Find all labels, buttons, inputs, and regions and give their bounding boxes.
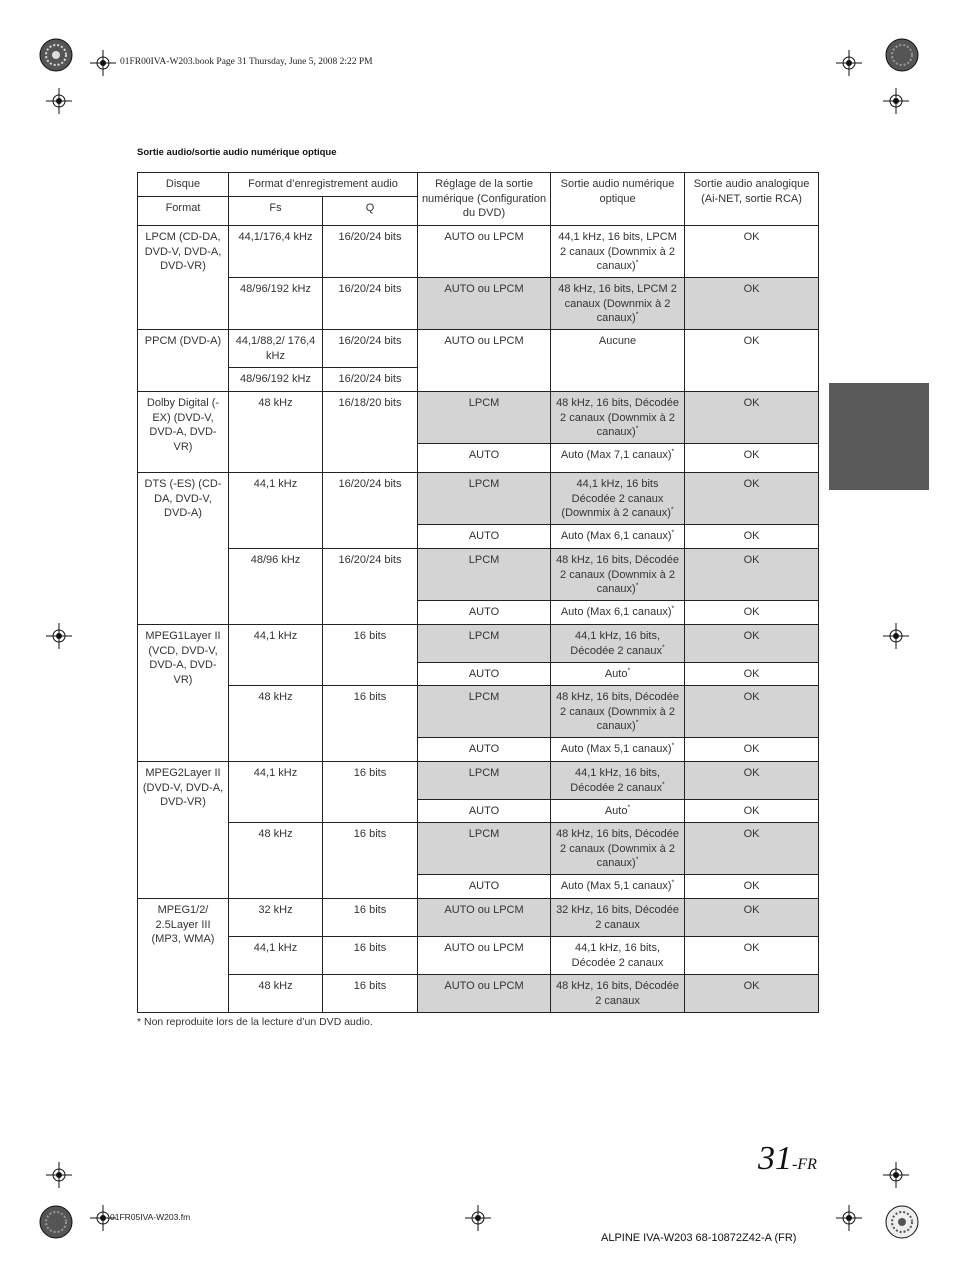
digital-output-cell: 48 kHz, 16 bits, Décodée 2 canaux: [551, 975, 685, 1013]
digital-output-text: 48 kHz, 16 bits, Décodée 2 canaux (Downmix à 2 canaux): [556, 554, 679, 595]
digital-output-cell: [551, 278, 685, 330]
digital-output-cell: [551, 686, 685, 738]
digital-output-text: Auto (Max 6,1 canaux): [560, 530, 672, 542]
format-cell: MPEG1/2/ 2.5Layer III (MP3, WMA): [138, 899, 229, 1013]
q-cell: 16 bits: [323, 823, 418, 899]
page-number: [758, 1140, 817, 1178]
setting-cell: AUTO ou LPCM: [418, 226, 551, 278]
analog-output-cell: OK: [685, 762, 819, 800]
digital-output-text: 48 kHz, 16 bits, Décodée 2 canaux (Downmix à 2 canaux): [556, 691, 679, 732]
format-cell: PPCM (DVD-A): [138, 330, 229, 392]
setting-cell: LPCM: [418, 473, 551, 525]
fs-cell: 48 kHz: [229, 975, 323, 1013]
setting-cell: AUTO: [418, 800, 551, 823]
fm-file-name: 01FR05IVA-W203.fm: [110, 1212, 191, 1222]
crosshair-icon: [883, 88, 909, 114]
digital-output-text: 48 kHz, 16 bits, Décodée 2 canaux (Downmix à 2 canaux): [556, 828, 679, 869]
q-cell: 16/20/24 bits: [323, 330, 418, 368]
footnote: * Non reproduite lors de la lecture d’un DVD audio.: [137, 1016, 373, 1028]
setting-cell: AUTO: [418, 875, 551, 899]
digital-output-cell: [551, 663, 685, 686]
digital-output-cell: [551, 525, 685, 549]
fs-cell: 48/96/192 kHz: [229, 278, 323, 330]
analog-output-cell: OK: [685, 738, 819, 762]
analog-output-cell: OK: [685, 663, 819, 686]
digital-output-cell: 44,1 kHz, 16 bits, Décodée 2 canaux: [551, 937, 685, 975]
crosshair-icon: [836, 1205, 862, 1231]
analog-output-cell: OK: [685, 800, 819, 823]
footnote-mark: *: [635, 311, 639, 319]
q-cell: 16/18/20 bits: [323, 392, 418, 473]
format-cell: MPEG2Layer II (DVD-V, DVD-A, DVD-VR): [138, 762, 229, 899]
analog-output-cell: OK: [685, 937, 819, 975]
footnote-mark: *: [670, 506, 674, 514]
crosshair-icon: [90, 50, 116, 76]
analog-output-cell: OK: [685, 625, 819, 663]
q-cell: 16/20/24 bits: [323, 226, 418, 278]
setting-cell: LPCM: [418, 823, 551, 875]
digital-output-text: 44,1 kHz, 16 bits, LPCM 2 canaux (Downmix à 2 canaux): [558, 231, 677, 272]
crosshair-icon: [465, 1205, 491, 1231]
footnote-mark: *: [635, 259, 639, 267]
digital-output-text: Auto (Max 5,1 canaux): [560, 743, 672, 755]
header-fs: Fs: [229, 197, 323, 226]
digital-output-cell: [551, 800, 685, 823]
model-footer: ALPINE IVA-W203 68-10872Z42-A (FR): [601, 1232, 797, 1244]
digital-output-text: 44,1 kHz, 16 bits Décodée 2 canaux (Downmix à 2 canaux): [561, 478, 671, 519]
footnote-mark: *: [627, 804, 631, 812]
crosshair-icon: [836, 50, 862, 76]
crosshair-icon: [883, 623, 909, 649]
page-number-value: 31: [758, 1140, 792, 1177]
analog-output-cell: OK: [685, 330, 819, 392]
digital-output-cell: [551, 625, 685, 663]
analog-output-cell: OK: [685, 823, 819, 875]
setting-cell: AUTO: [418, 444, 551, 473]
digital-output-cell: [551, 392, 685, 444]
digital-output-text: 44,1 kHz, 16 bits, Décodée 2 canaux: [570, 630, 663, 657]
analog-output-cell: OK: [685, 899, 819, 937]
registration-rosette-icon: [885, 38, 919, 72]
analog-output-cell: OK: [685, 226, 819, 278]
q-cell: 16 bits: [323, 762, 418, 823]
section-tab: [829, 383, 929, 490]
setting-cell: LPCM: [418, 686, 551, 738]
q-cell: 16/20/24 bits: [323, 278, 418, 330]
fs-cell: 44,1/176,4 kHz: [229, 226, 323, 278]
footnote-mark: *: [671, 605, 675, 613]
footnote-mark: *: [627, 667, 631, 675]
analog-output-cell: OK: [685, 549, 819, 601]
crosshair-icon: [90, 1205, 116, 1231]
crosshair-icon: [46, 1162, 72, 1188]
q-cell: 16/20/24 bits: [323, 473, 418, 549]
header-q: Q: [323, 197, 418, 226]
q-cell: 16 bits: [323, 686, 418, 762]
footnote-mark: *: [635, 856, 639, 864]
analog-output-cell: OK: [685, 473, 819, 525]
page-suffix: -FR: [792, 1156, 817, 1173]
setting-cell: AUTO: [418, 663, 551, 686]
footnote-mark: *: [671, 448, 675, 456]
format-cell: DTS (-ES) (CD-DA, DVD-V, DVD-A): [138, 473, 229, 625]
header-format-enregistrement: Format d’enregistrement audio: [229, 173, 418, 197]
q-cell: 16 bits: [323, 937, 418, 975]
q-cell: 16 bits: [323, 625, 418, 686]
registration-rosette-icon: [39, 38, 73, 72]
digital-output-text: Auto: [604, 805, 628, 817]
crosshair-icon: [883, 1162, 909, 1188]
setting-cell: AUTO ou LPCM: [418, 937, 551, 975]
digital-output-cell: [551, 875, 685, 899]
audio-output-table: [137, 172, 819, 1013]
digital-output-text: 48 kHz, 16 bits, LPCM 2 canaux (Downmix à 2 canaux): [558, 283, 677, 324]
fs-cell: 48/96 kHz: [229, 549, 323, 625]
digital-output-text: 48 kHz, 16 bits, Décodée 2 canaux (Downmix à 2 canaux): [556, 397, 679, 438]
setting-cell: AUTO: [418, 525, 551, 549]
q-cell: 16/20/24 bits: [323, 368, 418, 392]
digital-output-text: Auto: [604, 668, 628, 680]
digital-output-cell: [551, 823, 685, 875]
fs-cell: 44,1 kHz: [229, 625, 323, 686]
fs-cell: 44,1 kHz: [229, 473, 323, 549]
section-title: Sortie audio/sortie audio numérique optique: [137, 147, 337, 158]
format-cell: Dolby Digital (-EX) (DVD-V, DVD-A, DVD-VR): [138, 392, 229, 473]
header-reglage-sortie: Réglage de la sortie numérique (Configuration du DVD): [418, 173, 551, 226]
analog-output-cell: OK: [685, 686, 819, 738]
analog-output-cell: OK: [685, 278, 819, 330]
setting-cell: AUTO ou LPCM: [418, 899, 551, 937]
registration-rosette-icon: [39, 1205, 73, 1239]
digital-output-text: Auto (Max 6,1 canaux): [560, 606, 672, 618]
analog-output-cell: OK: [685, 601, 819, 625]
header-disque: Disque: [138, 173, 229, 197]
footnote-mark: *: [635, 719, 639, 727]
q-cell: 16 bits: [323, 975, 418, 1013]
setting-cell: LPCM: [418, 762, 551, 800]
registration-rosette-icon: [885, 1205, 919, 1239]
fs-cell: 44,1/88,2/ 176,4 kHz: [229, 330, 323, 368]
q-cell: 16 bits: [323, 899, 418, 937]
analog-output-cell: OK: [685, 975, 819, 1013]
footnote-mark: *: [635, 425, 639, 433]
digital-output-cell: [551, 473, 685, 525]
setting-cell: AUTO ou LPCM: [418, 330, 551, 392]
footnote-mark: *: [662, 643, 665, 651]
header-sortie-analogique: Sortie audio analogique (Ai-NET, sortie RCA): [685, 173, 819, 226]
header-format: Format: [138, 197, 229, 226]
digital-output-cell: [551, 762, 685, 800]
setting-cell: LPCM: [418, 549, 551, 601]
digital-output-cell: [551, 444, 685, 473]
q-cell: 16/20/24 bits: [323, 549, 418, 625]
fs-cell: 44,1 kHz: [229, 937, 323, 975]
setting-cell: LPCM: [418, 392, 551, 444]
footnote-mark: *: [671, 879, 675, 887]
setting-cell: AUTO: [418, 601, 551, 625]
footnote-mark: *: [662, 780, 665, 788]
setting-cell: AUTO ou LPCM: [418, 278, 551, 330]
setting-cell: AUTO: [418, 738, 551, 762]
analog-output-cell: OK: [685, 525, 819, 549]
digital-output-cell: 32 kHz, 16 bits, Décodée 2 canaux: [551, 899, 685, 937]
digital-output-text: Auto (Max 7,1 canaux): [560, 449, 672, 461]
analog-output-cell: OK: [685, 392, 819, 444]
analog-output-cell: OK: [685, 444, 819, 473]
format-cell: MPEG1Layer II (VCD, DVD-V, DVD-A, DVD-VR): [138, 625, 229, 762]
fs-cell: 48 kHz: [229, 686, 323, 762]
footnote-mark: *: [671, 742, 675, 750]
crosshair-icon: [46, 88, 72, 114]
crosshair-icon: [46, 623, 72, 649]
fs-cell: 44,1 kHz: [229, 762, 323, 823]
digital-output-text: 44,1 kHz, 16 bits, Décodée 2 canaux: [570, 767, 663, 794]
book-info-header: 01FR00IVA-W203.book Page 31 Thursday, June 5, 2008 2:22 PM: [120, 57, 373, 67]
digital-output-text: Auto (Max 5,1 canaux): [560, 880, 672, 892]
footnote-mark: *: [635, 582, 639, 590]
fs-cell: 48/96/192 kHz: [229, 368, 323, 392]
analog-output-cell: OK: [685, 875, 819, 899]
digital-output-cell: [551, 601, 685, 625]
format-cell: LPCM (CD-DA, DVD-V, DVD-A, DVD-VR): [138, 226, 229, 330]
header-sortie-numerique: Sortie audio numérique optique: [551, 173, 685, 226]
digital-output-cell: [551, 549, 685, 601]
fs-cell: 32 kHz: [229, 899, 323, 937]
digital-output-cell: [551, 226, 685, 278]
setting-cell: AUTO ou LPCM: [418, 975, 551, 1013]
digital-output-cell: Aucune: [551, 330, 685, 392]
fs-cell: 48 kHz: [229, 823, 323, 899]
digital-output-cell: [551, 738, 685, 762]
fs-cell: 48 kHz: [229, 392, 323, 473]
footnote-mark: *: [671, 529, 675, 537]
setting-cell: LPCM: [418, 625, 551, 663]
